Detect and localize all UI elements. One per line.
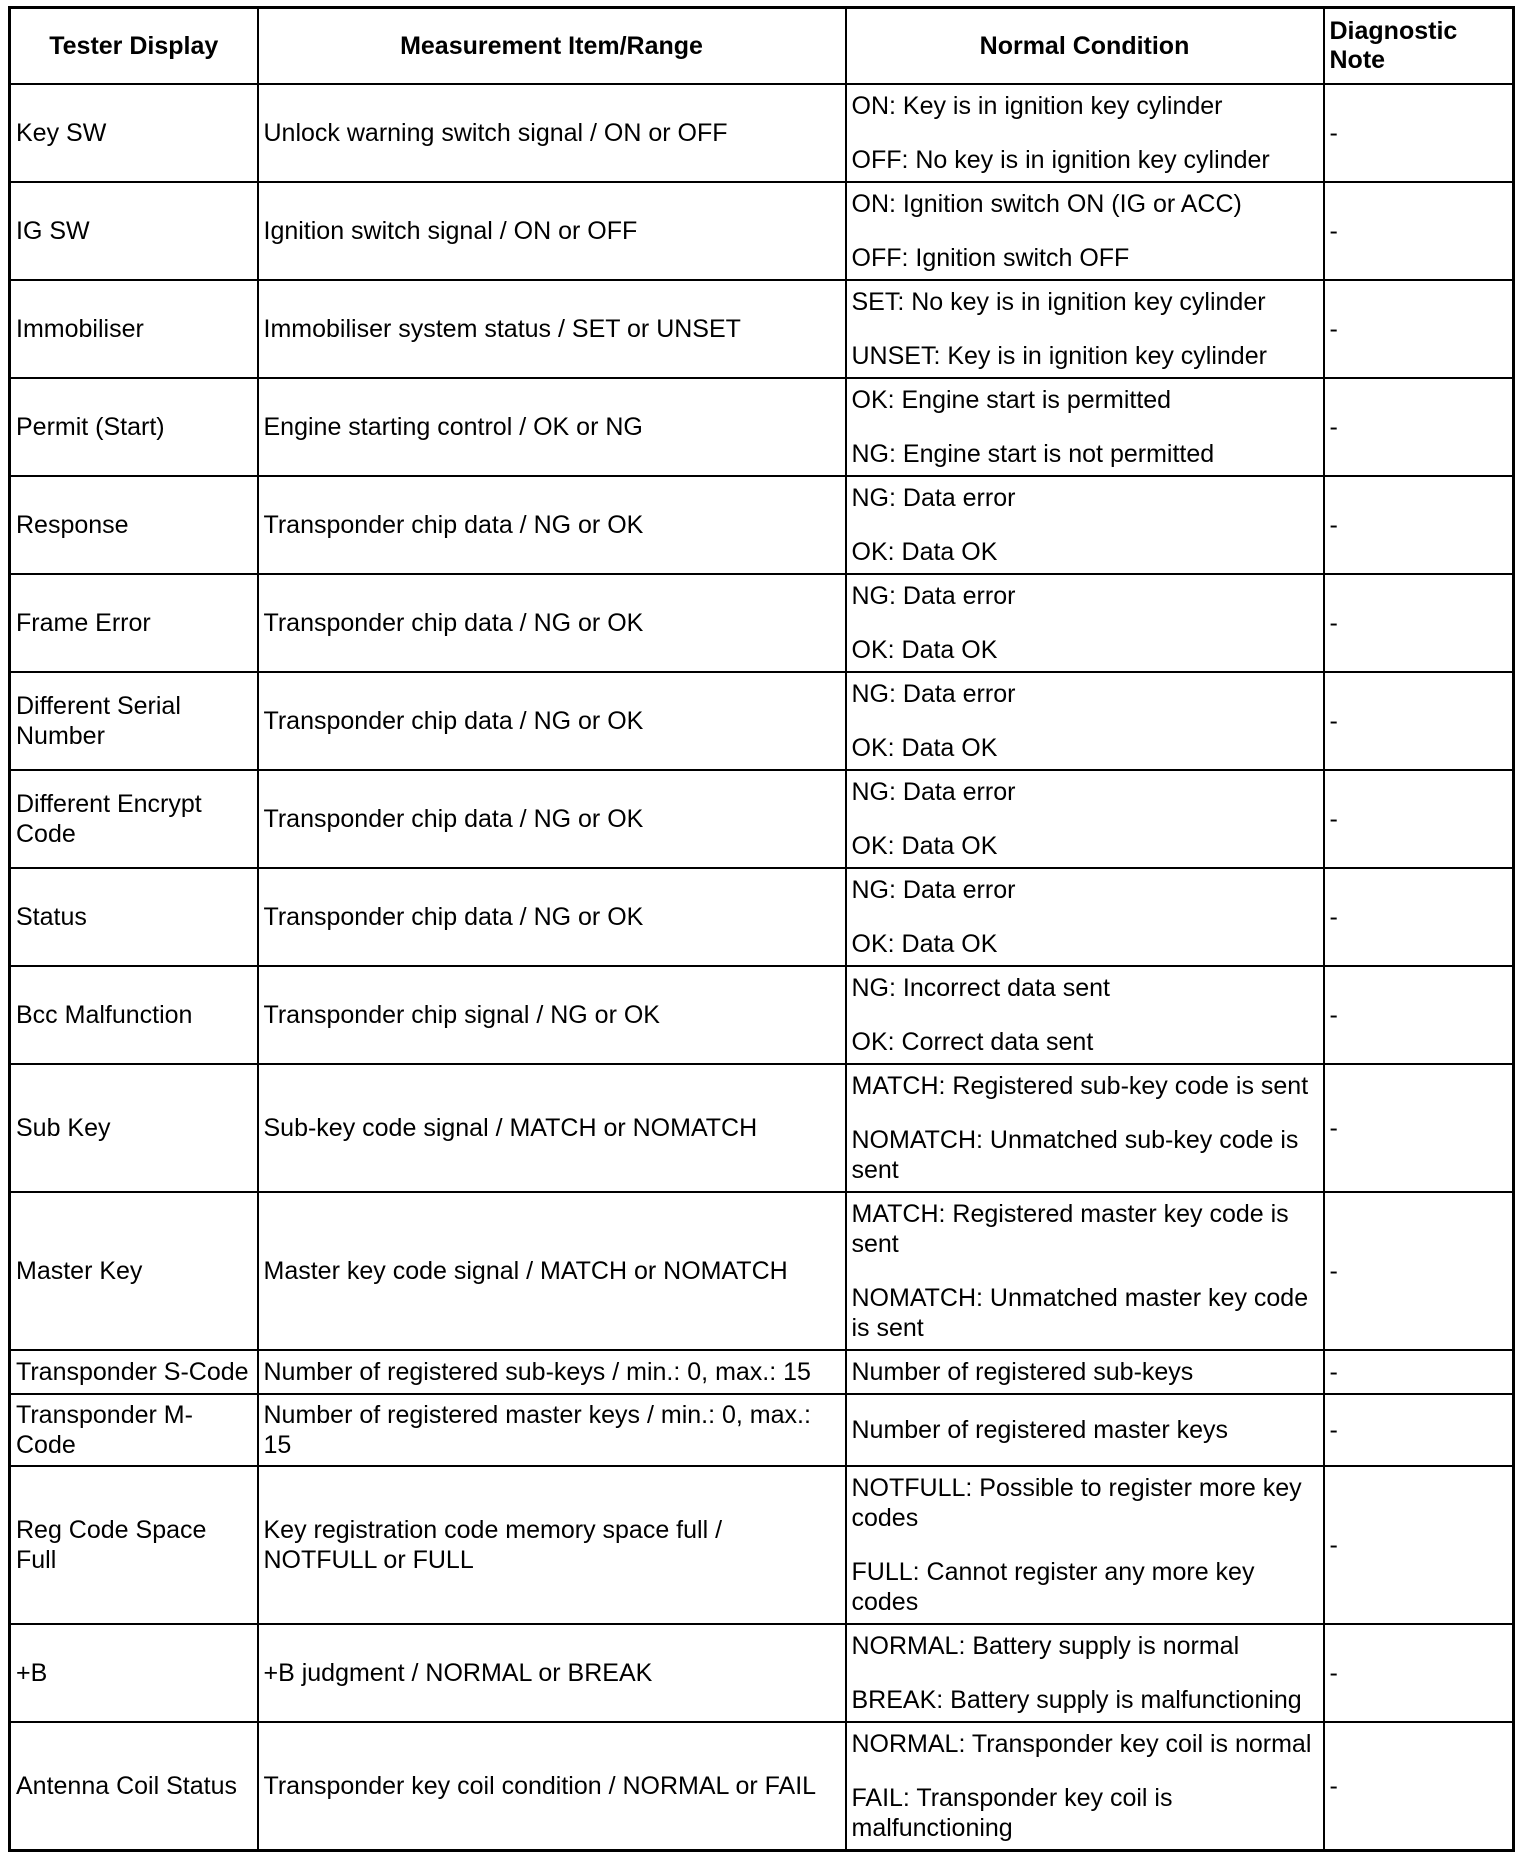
table-row [10, 1350, 1514, 1394]
condition-list [852, 1729, 1318, 1843]
normal-condition-cell [846, 1466, 1324, 1624]
condition-list [852, 875, 1318, 959]
measurement-cell: Number of registered sub-keys / min.: 0, max.: 15 [258, 1350, 846, 1394]
condition-secondary: OK: Data OK [851, 636, 998, 664]
normal-condition-cell: Number of registered master keys [846, 1394, 1324, 1466]
table-row [10, 672, 1514, 770]
condition-primary: SET: No key is in ignition key cylinder [851, 288, 1266, 316]
diagnostic-note-cell: - [1324, 182, 1514, 280]
normal-condition-cell [846, 868, 1324, 966]
table-row [10, 280, 1514, 378]
diagnostic-note-cell: - [1324, 1722, 1514, 1850]
table-row [10, 868, 1514, 966]
normal-condition-cell [846, 280, 1324, 378]
tester-display-cell: Permit (Start) [10, 378, 258, 476]
condition-primary: OK: Engine start is permitted [851, 386, 1172, 414]
header-tester-display: Tester Display [10, 8, 258, 85]
diagnostic-note-cell: - [1324, 378, 1514, 476]
tester-display-cell: +B [10, 1624, 258, 1722]
condition-list [852, 973, 1318, 1057]
table-row [10, 378, 1514, 476]
normal-condition-cell [846, 1624, 1324, 1722]
diagnostic-note-cell: - [1324, 280, 1514, 378]
diagnostic-note-cell: - [1324, 966, 1514, 1064]
measurement-cell: Transponder chip data / NG or OK [258, 672, 846, 770]
condition-list [852, 287, 1318, 371]
condition-secondary: OFF: Ignition switch OFF [851, 244, 1130, 272]
normal-condition-cell [846, 574, 1324, 672]
table-row [10, 1466, 1514, 1624]
condition-primary: NG: Data error [851, 484, 1016, 512]
condition-secondary: OK: Data OK [851, 832, 998, 860]
normal-condition-cell [846, 84, 1324, 182]
measurement-cell: Engine starting control / OK or NG [258, 378, 846, 476]
normal-condition-cell [846, 1192, 1324, 1350]
condition-primary: NG: Data error [851, 876, 1016, 904]
table-row [10, 1722, 1514, 1850]
condition-secondary: OK: Data OK [851, 734, 998, 762]
tester-display-cell: Different Encrypt Code [10, 770, 258, 868]
condition-secondary: BREAK: Battery supply is malfunctioning [851, 1686, 1302, 1714]
condition-primary: NG: Data error [851, 778, 1016, 806]
diagnostic-note-cell: - [1324, 1394, 1514, 1466]
data-monitor-table [8, 6, 1515, 1852]
tester-display-cell: Transponder S-Code [10, 1350, 258, 1394]
measurement-cell: Transponder chip data / NG or OK [258, 574, 846, 672]
condition-list [852, 189, 1318, 273]
diagnostic-note-cell: - [1324, 672, 1514, 770]
diagnostic-note-cell: - [1324, 1466, 1514, 1624]
normal-condition-cell [846, 966, 1324, 1064]
condition-list [852, 581, 1318, 665]
condition-list [852, 91, 1318, 175]
table-row [10, 1624, 1514, 1722]
measurement-cell: Number of registered master keys / min.: 0, max.: 15 [258, 1394, 846, 1466]
normal-condition-cell [846, 770, 1324, 868]
condition-primary: NORMAL: Battery supply is normal [851, 1632, 1240, 1660]
table-row [10, 182, 1514, 280]
normal-condition-cell [846, 1722, 1324, 1850]
condition-secondary: NG: Engine start is not permitted [851, 440, 1215, 468]
tester-display-cell: Key SW [10, 84, 258, 182]
table-row [10, 84, 1514, 182]
condition-primary: NG: Data error [851, 680, 1016, 708]
condition-secondary: FAIL: Transponder key coil is malfunctioning [851, 1783, 1173, 1842]
table-row [10, 770, 1514, 868]
condition-secondary: NOMATCH: Unmatched master key code is sent [851, 1284, 1309, 1342]
condition-primary: NOTFULL: Possible to register more key codes [851, 1474, 1302, 1532]
diagnostic-note-cell: - [1324, 84, 1514, 182]
condition-secondary: FULL: Cannot register any more key codes [851, 1558, 1255, 1616]
measurement-cell: Transponder chip data / NG or OK [258, 476, 846, 574]
table-row [10, 574, 1514, 672]
measurement-cell: Sub-key code signal / MATCH or NOMATCH [258, 1064, 846, 1192]
diagnostic-note-cell: - [1324, 868, 1514, 966]
condition-secondary: NOMATCH: Unmatched sub-key code is sent [851, 1126, 1299, 1184]
condition-primary: NG: Incorrect data sent [851, 974, 1110, 1002]
measurement-cell: Transponder chip data / NG or OK [258, 770, 846, 868]
measurement-cell: Key registration code memory space full / NOTFULL or FULL [258, 1466, 846, 1624]
table-row [10, 1192, 1514, 1350]
condition-secondary: OK: Correct data sent [851, 1028, 1094, 1056]
normal-condition-cell [846, 672, 1324, 770]
tester-display-cell: Sub Key [10, 1064, 258, 1192]
table-header-row [10, 8, 1514, 85]
tester-display-cell: Response [10, 476, 258, 574]
diagnostic-note-cell: - [1324, 1064, 1514, 1192]
normal-condition-cell [846, 182, 1324, 280]
measurement-cell: Ignition switch signal / ON or OFF [258, 182, 846, 280]
diagnostic-note-cell: - [1324, 1192, 1514, 1350]
tester-display-cell: Frame Error [10, 574, 258, 672]
condition-list [852, 1631, 1318, 1715]
tester-display-cell: Master Key [10, 1192, 258, 1350]
diagnostic-note-cell: - [1324, 1350, 1514, 1394]
condition-primary: NG: Data error [851, 582, 1016, 610]
tester-display-cell: Transponder M-Code [10, 1394, 258, 1466]
condition-list [852, 1199, 1318, 1343]
condition-secondary: OFF: No key is in ignition key cylinder [851, 146, 1270, 174]
tester-display-cell: Reg Code Space Full [10, 1466, 258, 1624]
tester-display-cell: Different Serial Number [10, 672, 258, 770]
normal-condition-cell [846, 378, 1324, 476]
table-body [10, 84, 1514, 1850]
tester-display-cell: Antenna Coil Status [10, 1722, 258, 1850]
table-row [10, 1394, 1514, 1466]
diagnostic-note-cell: - [1324, 476, 1514, 574]
measurement-cell: +B judgment / NORMAL or BREAK [258, 1624, 846, 1722]
condition-secondary: OK: Data OK [851, 930, 998, 958]
diagnostic-note-cell: - [1324, 1624, 1514, 1722]
condition-primary: MATCH: Registered sub-key code is sent [851, 1072, 1309, 1100]
table-row [10, 1064, 1514, 1192]
measurement-cell: Transponder chip signal / NG or OK [258, 966, 846, 1064]
normal-condition-cell: Number of registered sub-keys [846, 1350, 1324, 1394]
measurement-cell: Unlock warning switch signal / ON or OFF [258, 84, 846, 182]
condition-primary: MATCH: Registered master key code is sent [851, 1200, 1289, 1258]
table-row [10, 476, 1514, 574]
diagnostic-note-cell: - [1324, 770, 1514, 868]
condition-list [852, 1071, 1318, 1185]
condition-primary: ON: Key is in ignition key cylinder [851, 92, 1223, 120]
condition-list [852, 1473, 1318, 1617]
normal-condition-cell [846, 1064, 1324, 1192]
tester-display-cell: Status [10, 868, 258, 966]
header-diagnostic-note: Diagnostic Note [1324, 8, 1514, 85]
condition-list [852, 483, 1318, 567]
measurement-cell: Transponder chip data / NG or OK [258, 868, 846, 966]
condition-list [852, 679, 1318, 763]
table-row [10, 966, 1514, 1064]
condition-primary: NORMAL: Transponder key coil is normal [851, 1729, 1312, 1758]
diagnostic-note-cell: - [1324, 574, 1514, 672]
tester-display-cell: IG SW [10, 182, 258, 280]
condition-list [852, 777, 1318, 861]
header-measurement: Measurement Item/Range [258, 8, 846, 85]
measurement-cell: Transponder key coil condition / NORMAL or FAIL [258, 1722, 846, 1850]
measurement-cell: Master key code signal / MATCH or NOMATCH [258, 1192, 846, 1350]
measurement-cell: Immobiliser system status / SET or UNSET [258, 280, 846, 378]
tester-display-cell: Bcc Malfunction [10, 966, 258, 1064]
normal-condition-cell [846, 476, 1324, 574]
condition-list [852, 385, 1318, 469]
header-normal-condition: Normal Condition [846, 8, 1324, 85]
condition-primary: ON: Ignition switch ON (IG or ACC) [851, 190, 1242, 218]
tester-display-cell: Immobiliser [10, 280, 258, 378]
condition-secondary: UNSET: Key is in ignition key cylinder [851, 342, 1267, 370]
condition-secondary: OK: Data OK [851, 538, 998, 566]
